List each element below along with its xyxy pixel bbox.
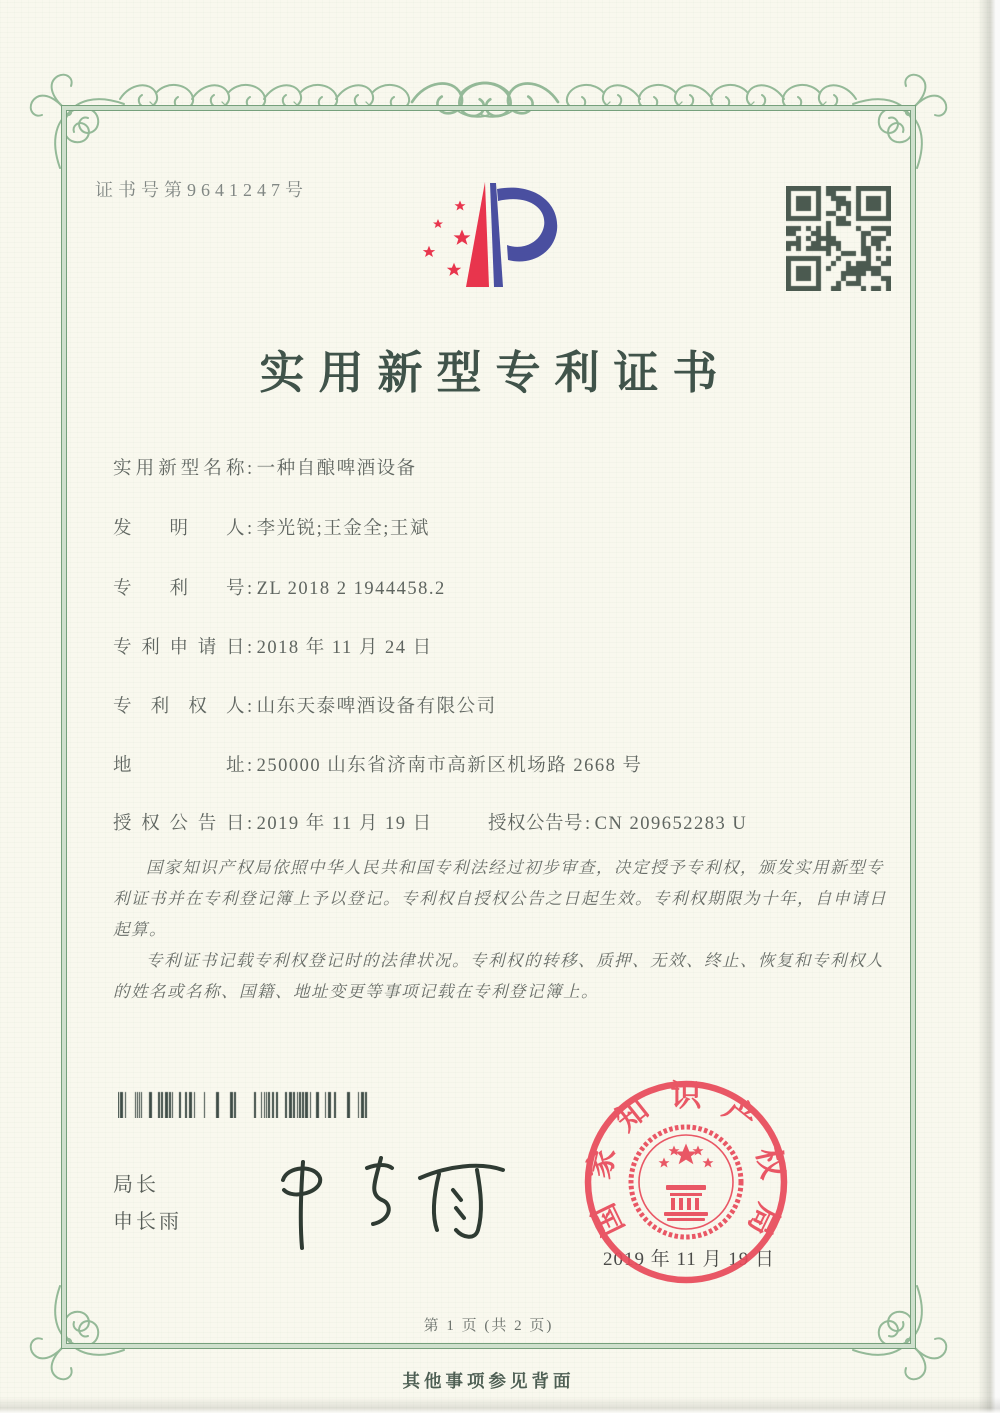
seal-text-char: 知 [608, 1091, 655, 1138]
field-colon: : [247, 697, 253, 717]
field-colon: : [247, 814, 253, 834]
certificate-number: 证书号第9641247号 [95, 180, 308, 200]
cnipa-logo-icon [408, 168, 578, 308]
field-colon: : [585, 814, 591, 834]
scan-edge-shadow-bottom [0, 1397, 1000, 1413]
field-row-grant-no [488, 809, 747, 835]
field-value: CN 209652283 U [594, 814, 748, 834]
seal-text-char: 局 [741, 1198, 787, 1242]
field-value: 250000 山东省济南市高新区机场路 2668 号 [256, 756, 643, 776]
legal-paragraph-2: 专利证书记载专利权登记时的法律状况。专利权的转移、质押、无效、终止、恢复和专利权人的姓名或名称、国籍、地址变更等事项记载在专利登记簿上。 [113, 951, 884, 1001]
seal-text-char: 权 [749, 1144, 791, 1182]
field-label: 专利申请日 [113, 638, 245, 658]
seal-date: 2019 年 11 月 19 日 [602, 1249, 776, 1270]
field-row-grant-date [113, 809, 748, 835]
seal-text-char: 产 [716, 1091, 764, 1138]
field-row-name [113, 454, 417, 480]
field-row-inventor [113, 514, 430, 540]
barcode [118, 1090, 370, 1118]
field-value: ZL 2018 2 1944458.2 [256, 579, 446, 599]
field-label: 实用新型名称 [113, 459, 245, 479]
field-label: 授权公告日 [113, 814, 245, 834]
legal-text [113, 852, 888, 1007]
field-value: 一种自酿啤酒设备 [256, 459, 417, 479]
field-value: 2019 年 11 月 19 日 [256, 814, 433, 834]
seal-text-char: 识 [670, 1077, 702, 1114]
field-colon: : [247, 459, 253, 479]
field-colon: : [247, 638, 253, 658]
field-colon: : [247, 579, 253, 599]
field-row-address [113, 751, 643, 777]
seal-text-char: 家 [581, 1144, 623, 1183]
field-label: 专利权人 [113, 697, 245, 717]
field-value: 李光锐;王金全;王斌 [256, 519, 430, 539]
field-label: 发明人 [113, 519, 245, 539]
page-number: 第 1 页 (共 2 页) [423, 1318, 554, 1334]
commissioner-title: 局长 [113, 1174, 159, 1196]
field-colon: : [247, 756, 253, 776]
field-row-filing-date [113, 633, 433, 659]
field-row-patent-no [113, 574, 446, 600]
field-label: 专利号 [113, 579, 245, 599]
qr-code [786, 186, 891, 291]
official-seal [571, 1067, 801, 1297]
certificate-title: 实用新型专利证书 [259, 348, 732, 398]
scan-edge-shadow-right [978, 0, 1000, 1413]
back-side-note: 其他事项参见背面 [402, 1371, 575, 1391]
legal-paragraph-1: 国家知识产权局依照中华人民共和国专利法经过初步审查，决定授予专利权，颁发实用新型专利证书并在专利登记簿上予以登记。专利权自授权公告之日起生效。专利权期限为十年，自申请日起算。 [113, 858, 887, 939]
field-row-patentee [113, 692, 497, 718]
signature [235, 1140, 515, 1255]
commissioner-name: 申长雨 [113, 1211, 182, 1233]
field-colon: : [247, 519, 253, 539]
field-label: 授权公告号 [488, 814, 584, 834]
seal-text-char: 国 [585, 1198, 631, 1242]
field-value: 2018 年 11 月 24 日 [256, 638, 433, 658]
field-value: 山东天泰啤酒设备有限公司 [256, 697, 497, 717]
field-label: 地址 [113, 756, 245, 776]
